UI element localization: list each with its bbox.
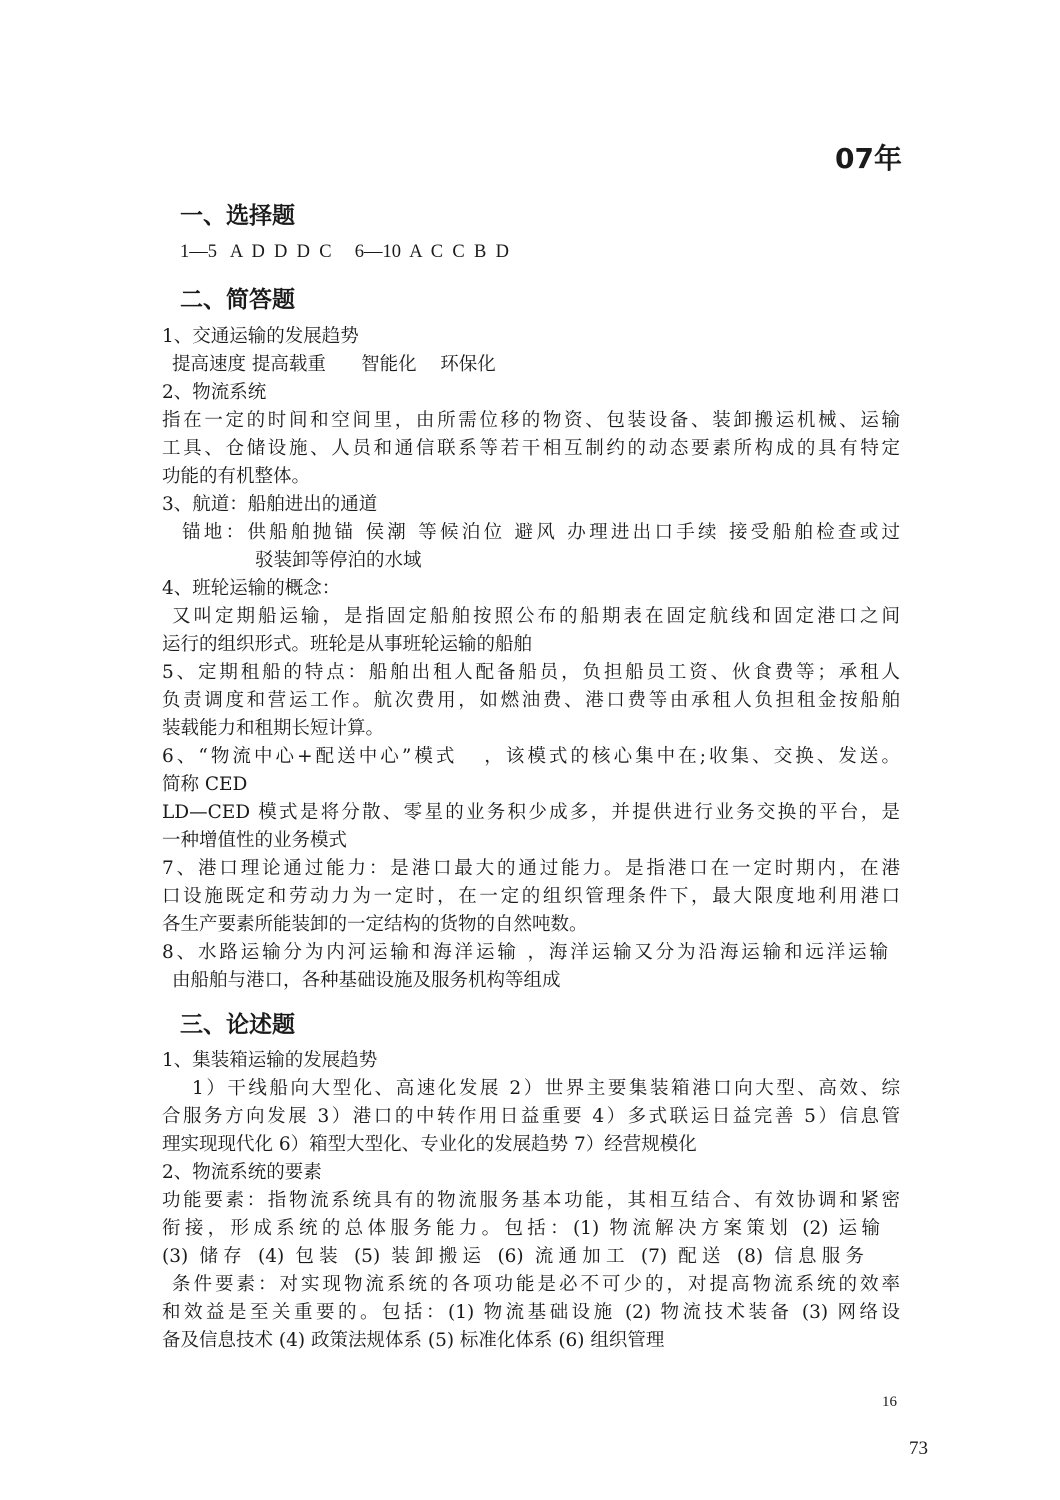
question-line: 5、定期租船的特点：船舶出租人配备船员，负担船员工资、伙食费等；承租人: [162, 662, 900, 683]
answer-line: LD—CED 模式是将分散、零星的业务积少成多，并提供进行业务交换的平台，是: [162, 802, 900, 823]
question-title: 1、集装箱运输的发展趋势: [162, 1050, 378, 1071]
answer-line: 口设施既定和劳动力为一定时，在一定的组织管理条件下，最大限度地利用港口: [162, 886, 900, 907]
answer-line: 备及信息技术 (4) 政策法规体系 (5) 标准化体系 (6) 组织管理: [162, 1330, 665, 1351]
answer-line: 理实现现代化 6）箱型大型化、专业化的发展趋势 7）经营规模化: [162, 1134, 697, 1155]
section-heading-short-answer: 二、简答题: [180, 287, 295, 313]
question-line: 7、港口理论通过能力：是港口最大的通过能力。是指港口在一定时期内，在港: [162, 858, 900, 879]
section-heading-choice: 一、选择题: [180, 203, 295, 229]
section-heading-essay: 三、论述题: [180, 1012, 295, 1038]
answer-line: 提高速度 提高载重 智能化 环保化: [172, 354, 496, 375]
answer-line: 运行的组织形式。班轮是从事班轮运输的船舶: [162, 634, 533, 655]
page-number: 73: [909, 1438, 928, 1459]
answer-line: 功能要素：指物流系统具有的物流服务基本功能，其相互结合、有效协调和紧密: [162, 1190, 900, 1211]
answer-line: 简称 CED: [162, 774, 248, 795]
year-title: 07年: [835, 142, 902, 175]
answer-line: 工具、仓储设施、人员和通信联系等若干相互制约的动态要素所构成的具有特定: [162, 438, 900, 459]
answer-line: 又叫定期船运输，是指固定船舶按照公布的船期表在固定航线和固定港口之间: [172, 606, 900, 627]
answer-line: 各生产要素所能装卸的一定结构的货物的自然吨数。: [162, 914, 588, 935]
choice-answers: 1—5 A D D D C 6—10 A C C B D: [180, 242, 509, 262]
answer-line: 一种增值性的业务模式: [162, 830, 348, 851]
inner-page-number: 16: [882, 1394, 897, 1410]
answer-line: 指在一定的时间和空间里，由所需位移的物资、包装设备、装卸搬运机械、运输: [162, 410, 900, 431]
answer-line: 和效益是至关重要的。包括：(1) 物流基础设施 (2) 物流技术装备 (3) 网络设: [162, 1302, 900, 1323]
answer-line: 1）干线船向大型化、高速化发展 2）世界主要集装箱港口向大型、高效、综: [192, 1078, 900, 1099]
question-title: 2、物流系统的要素: [162, 1162, 322, 1183]
answer-line: 锚地：供船舶抛锚 侯潮 等候泊位 避风 办理进出口手续 接受船舶检查或过: [182, 522, 900, 543]
question-title: 2、物流系统: [162, 382, 267, 403]
answer-line: 装载能力和租期长短计算。: [162, 718, 385, 739]
question-title: 3、航道：船舶进出的通道: [162, 494, 378, 515]
question-line: 6、“物流中心+配送中心”模式 ，该模式的核心集中在;收集、交换、发送。: [162, 746, 900, 767]
answer-line: 合服务方向发展 3）港口的中转作用日益重要 4）多式联运日益完善 5）信息管: [162, 1106, 900, 1127]
answer-line: 驳装卸等停泊的水域: [255, 550, 422, 571]
answer-line: 由船舶与港口，各种基础设施及服务机构等组成: [172, 970, 561, 991]
question-title: 4、班轮运输的概念：: [162, 578, 341, 599]
answer-line: 条件要素：对实现物流系统的各项功能是必不可少的，对提高物流系统的效率: [172, 1274, 900, 1295]
answer-line: (3) 储存 (4) 包装 (5) 装卸搬运 (6) 流通加工 (7) 配送 (8) 信息服务: [162, 1246, 864, 1267]
question-title: 1、交通运输的发展趋势: [162, 326, 359, 347]
answer-line: 功能的有机整体。: [162, 466, 311, 487]
question-line: 8、水路运输分为内河运输和海洋运输 ，海洋运输又分为沿海运输和远洋运输: [162, 942, 888, 963]
answer-line: 衔接，形成系统的总体服务能力。包括：(1) 物流解决方案策划 (2) 运输: [162, 1218, 880, 1239]
answer-line: 负责调度和营运工作。航次费用，如燃油费、港口费等由承租人负担租金按船舶: [162, 690, 900, 711]
